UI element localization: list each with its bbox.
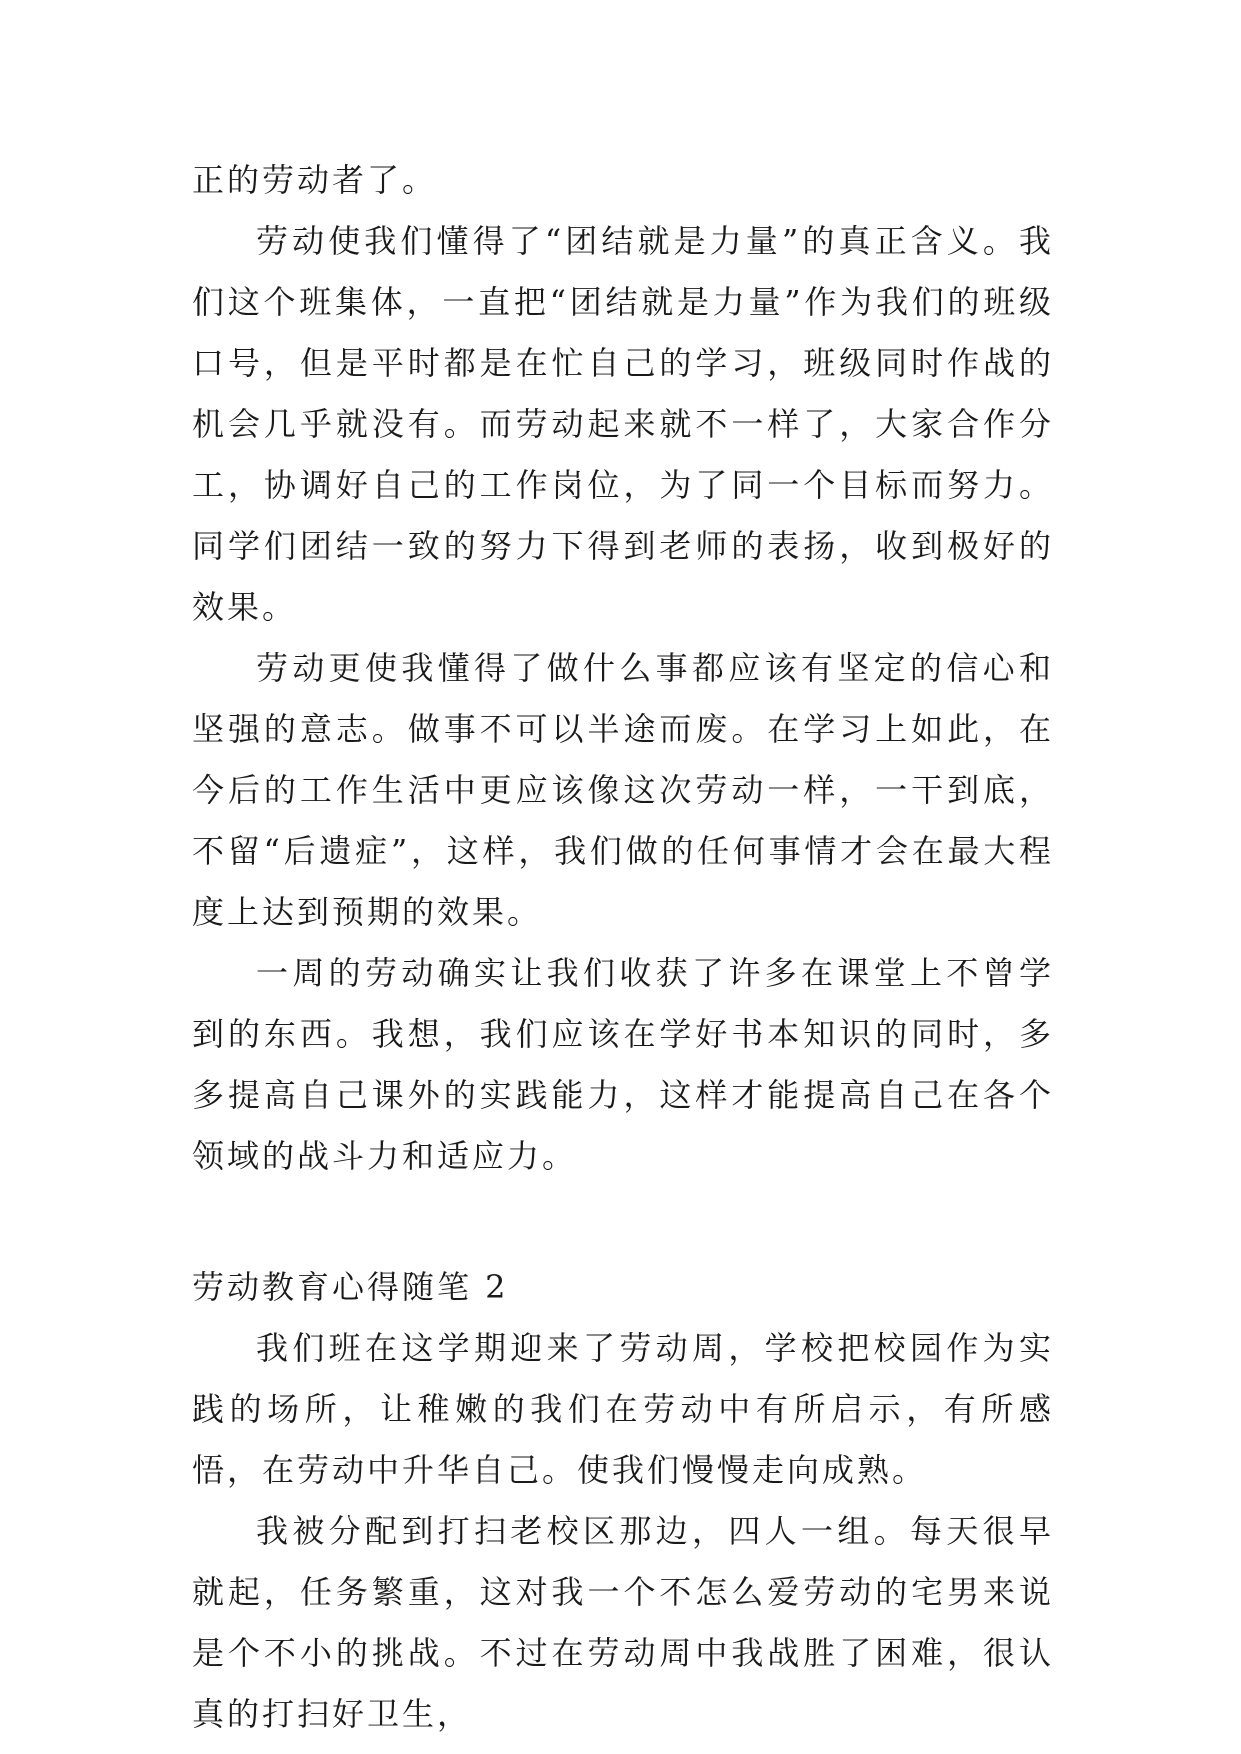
document-body	[192, 150, 1054, 1745]
paragraph-harvest: 一周的劳动确实让我们收获了许多在课堂上不曾学到的东西。我想，我们应该在学好书本知识的同时，多多提高自己课外的实践能力，这样才能提高自己在各个领域的战斗力和适应力。	[192, 954, 1054, 1175]
paragraph-assignment: 我被分配到打扫老校区那边，四人一组。每天很早就起，任务繁重，这对我一个不怎么爱劳动的宅男来说是个不小的挑战。不过在劳动周中我战胜了困难，很认真的打扫好卫生，	[192, 1512, 1054, 1733]
paragraph-willpower: 劳动更使我懂得了做什么事都应该有坚定的信心和坚强的意志。做事不可以半途而废。在学习上如此，在今后的工作生活中更应该像这次劳动一样，一干到底，不留“后遗症”，这样，我们做的任何事情才会在最大程度上达到预期的效果。	[192, 649, 1054, 931]
paragraph-continuation: 正的劳动者了。	[192, 161, 438, 199]
paragraph-labor-week: 我们班在这学期迎来了劳动周，学校把校园作为实践的场所，让稚嫩的我们在劳动中有所启示，有所感悟，在劳动中升华自己。使我们慢慢走向成熟。	[192, 1329, 1054, 1489]
paragraph-unity: 劳动使我们懂得了“团结就是力量”的真正含义。我们这个班集体，一直把“团结就是力量”作为我们的班级口号，但是平时都是在忙自己的学习，班级同时作战的机会几乎就没有。而劳动起来就不一样了，大家合作分工，协调好自己的工作岗位，为了同一个目标而努力。同学们团结一致的努力下得到老师的表扬，收到极好的效果。	[192, 222, 1054, 626]
section-heading: 劳动教育心得随笔 2	[192, 1268, 509, 1306]
